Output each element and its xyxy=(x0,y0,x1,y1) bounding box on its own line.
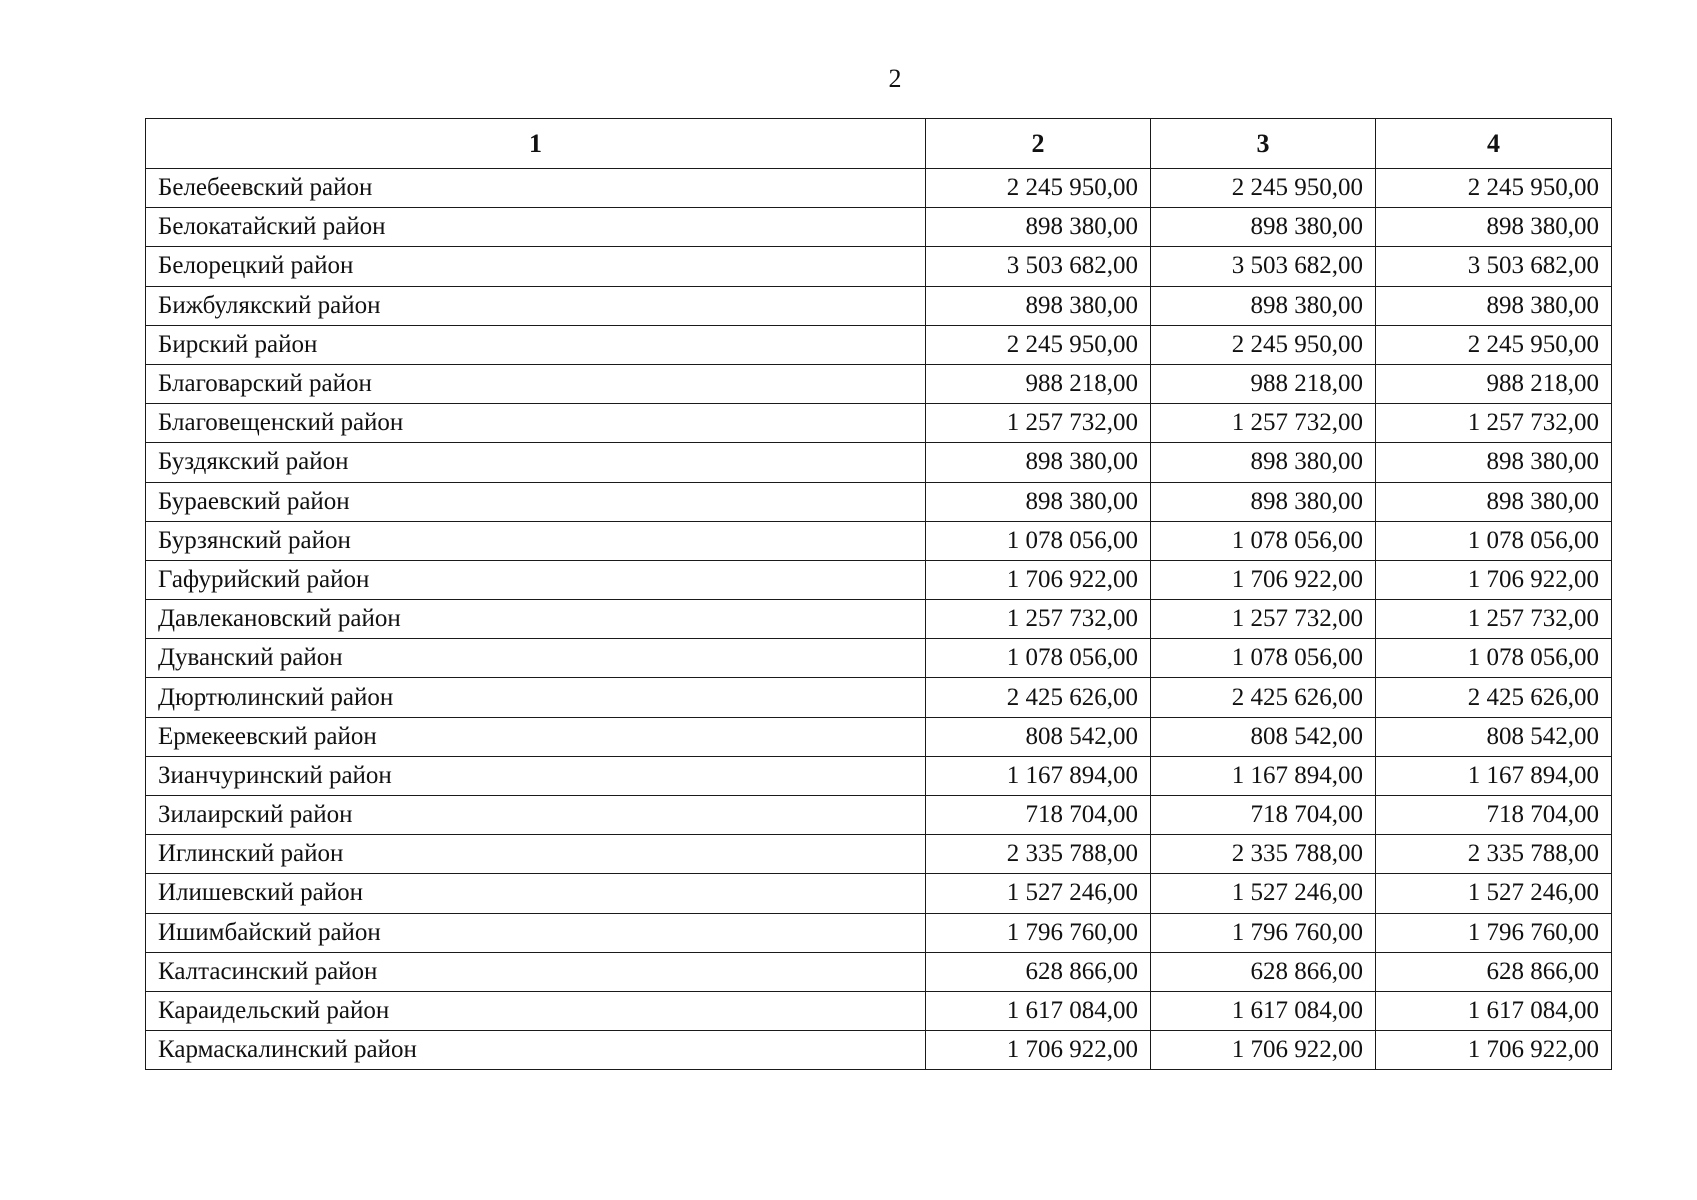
value-cell-col-2: 1 617 084,00 xyxy=(926,991,1151,1030)
value-cell-col-4: 1 257 732,00 xyxy=(1376,404,1612,443)
district-name-cell: Дюртюлинский район xyxy=(146,678,926,717)
value-cell-col-2: 2 245 950,00 xyxy=(926,169,1151,208)
table-row xyxy=(146,364,1612,403)
value-cell-col-3: 1 617 084,00 xyxy=(1151,991,1376,1030)
value-cell-col-3: 3 503 682,00 xyxy=(1151,247,1376,286)
district-name-cell: Ермекеевский район xyxy=(146,717,926,756)
value-cell-col-4: 2 245 950,00 xyxy=(1376,169,1612,208)
value-cell-col-4: 1 078 056,00 xyxy=(1376,639,1612,678)
table-row xyxy=(146,913,1612,952)
value-cell-col-3: 1 167 894,00 xyxy=(1151,756,1376,795)
district-name-cell: Белокатайский район xyxy=(146,208,926,247)
value-cell-col-2: 1 078 056,00 xyxy=(926,639,1151,678)
district-name-cell: Кармаскалинский район xyxy=(146,1031,926,1070)
page-number: 2 xyxy=(888,64,902,93)
value-cell-col-4: 898 380,00 xyxy=(1376,482,1612,521)
district-name-cell: Белорецкий район xyxy=(146,247,926,286)
value-cell-col-2: 3 503 682,00 xyxy=(926,247,1151,286)
district-name-cell: Калтасинский район xyxy=(146,952,926,991)
value-cell-col-2: 1 257 732,00 xyxy=(926,404,1151,443)
value-cell-col-4: 1 167 894,00 xyxy=(1376,756,1612,795)
value-cell-col-3: 1 257 732,00 xyxy=(1151,404,1376,443)
value-cell-col-4: 1 706 922,00 xyxy=(1376,560,1612,599)
value-cell-col-4: 2 425 626,00 xyxy=(1376,678,1612,717)
column-header-1: 1 xyxy=(146,119,926,169)
value-cell-col-3: 1 078 056,00 xyxy=(1151,521,1376,560)
district-name-cell: Караидельский район xyxy=(146,991,926,1030)
district-name-cell: Белебеевский район xyxy=(146,169,926,208)
table-row xyxy=(146,796,1612,835)
value-cell-col-2: 718 704,00 xyxy=(926,796,1151,835)
value-cell-col-2: 1 796 760,00 xyxy=(926,913,1151,952)
value-cell-col-4: 1 706 922,00 xyxy=(1376,1031,1612,1070)
table-body xyxy=(146,169,1612,1070)
column-header-3: 3 xyxy=(1151,119,1376,169)
value-cell-col-3: 808 542,00 xyxy=(1151,717,1376,756)
value-cell-col-3: 1 706 922,00 xyxy=(1151,560,1376,599)
table-row xyxy=(146,756,1612,795)
table-row xyxy=(146,208,1612,247)
value-cell-col-3: 898 380,00 xyxy=(1151,482,1376,521)
value-cell-col-4: 2 335 788,00 xyxy=(1376,835,1612,874)
value-cell-col-3: 1 706 922,00 xyxy=(1151,1031,1376,1070)
table-row xyxy=(146,1031,1612,1070)
value-cell-col-4: 898 380,00 xyxy=(1376,443,1612,482)
value-cell-col-3: 1 078 056,00 xyxy=(1151,639,1376,678)
value-cell-col-3: 1 527 246,00 xyxy=(1151,874,1376,913)
value-cell-col-3: 1 257 732,00 xyxy=(1151,600,1376,639)
value-cell-col-2: 898 380,00 xyxy=(926,443,1151,482)
value-cell-col-4: 2 245 950,00 xyxy=(1376,325,1612,364)
table-row xyxy=(146,443,1612,482)
district-name-cell: Давлекановский район xyxy=(146,600,926,639)
table-row xyxy=(146,639,1612,678)
value-cell-col-3: 718 704,00 xyxy=(1151,796,1376,835)
value-cell-col-2: 1 257 732,00 xyxy=(926,600,1151,639)
district-name-cell: Зианчуринский район xyxy=(146,756,926,795)
district-name-cell: Благоварский район xyxy=(146,364,926,403)
value-cell-col-3: 2 245 950,00 xyxy=(1151,325,1376,364)
table-row xyxy=(146,717,1612,756)
value-cell-col-4: 1 527 246,00 xyxy=(1376,874,1612,913)
table-row xyxy=(146,678,1612,717)
table-row xyxy=(146,482,1612,521)
column-header-4: 4 xyxy=(1376,119,1612,169)
table-row xyxy=(146,874,1612,913)
district-name-cell: Зилаирский район xyxy=(146,796,926,835)
table-row xyxy=(146,560,1612,599)
table-row xyxy=(146,325,1612,364)
district-name-cell: Иглинский район xyxy=(146,835,926,874)
value-cell-col-2: 898 380,00 xyxy=(926,482,1151,521)
table-row xyxy=(146,952,1612,991)
district-name-cell: Благовещенский район xyxy=(146,404,926,443)
value-cell-col-4: 3 503 682,00 xyxy=(1376,247,1612,286)
value-cell-col-4: 1 257 732,00 xyxy=(1376,600,1612,639)
table-row xyxy=(146,169,1612,208)
value-cell-col-3: 898 380,00 xyxy=(1151,443,1376,482)
value-cell-col-3: 1 796 760,00 xyxy=(1151,913,1376,952)
table-row xyxy=(146,600,1612,639)
value-cell-col-2: 1 167 894,00 xyxy=(926,756,1151,795)
value-cell-col-3: 898 380,00 xyxy=(1151,286,1376,325)
district-name-cell: Бижбулякский район xyxy=(146,286,926,325)
value-cell-col-2: 1 706 922,00 xyxy=(926,560,1151,599)
value-cell-col-2: 898 380,00 xyxy=(926,208,1151,247)
value-cell-col-2: 1 078 056,00 xyxy=(926,521,1151,560)
value-cell-col-3: 628 866,00 xyxy=(1151,952,1376,991)
value-cell-col-3: 2 335 788,00 xyxy=(1151,835,1376,874)
value-cell-col-4: 898 380,00 xyxy=(1376,208,1612,247)
value-cell-col-2: 1 527 246,00 xyxy=(926,874,1151,913)
header-row xyxy=(146,119,1612,169)
value-cell-col-4: 1 617 084,00 xyxy=(1376,991,1612,1030)
value-cell-col-2: 898 380,00 xyxy=(926,286,1151,325)
table-header xyxy=(146,119,1612,169)
value-cell-col-3: 898 380,00 xyxy=(1151,208,1376,247)
district-name-cell: Илишевский район xyxy=(146,874,926,913)
value-cell-col-4: 718 704,00 xyxy=(1376,796,1612,835)
value-cell-col-3: 988 218,00 xyxy=(1151,364,1376,403)
district-name-cell: Бирский район xyxy=(146,325,926,364)
value-cell-col-4: 898 380,00 xyxy=(1376,286,1612,325)
district-name-cell: Буздякский район xyxy=(146,443,926,482)
district-name-cell: Ишимбайский район xyxy=(146,913,926,952)
column-header-2: 2 xyxy=(926,119,1151,169)
district-name-cell: Бурзянский район xyxy=(146,521,926,560)
table-row xyxy=(146,247,1612,286)
table-row xyxy=(146,404,1612,443)
value-cell-col-2: 988 218,00 xyxy=(926,364,1151,403)
value-cell-col-4: 808 542,00 xyxy=(1376,717,1612,756)
value-cell-col-4: 1 796 760,00 xyxy=(1376,913,1612,952)
value-cell-col-2: 2 335 788,00 xyxy=(926,835,1151,874)
district-name-cell: Бураевский район xyxy=(146,482,926,521)
value-cell-col-3: 2 245 950,00 xyxy=(1151,169,1376,208)
data-table xyxy=(145,118,1612,1070)
value-cell-col-4: 988 218,00 xyxy=(1376,364,1612,403)
value-cell-col-2: 808 542,00 xyxy=(926,717,1151,756)
value-cell-col-4: 1 078 056,00 xyxy=(1376,521,1612,560)
value-cell-col-2: 2 245 950,00 xyxy=(926,325,1151,364)
value-cell-col-2: 2 425 626,00 xyxy=(926,678,1151,717)
value-cell-col-2: 628 866,00 xyxy=(926,952,1151,991)
district-name-cell: Дуванский район xyxy=(146,639,926,678)
district-name-cell: Гафурийский район xyxy=(146,560,926,599)
table-row xyxy=(146,286,1612,325)
table-row xyxy=(146,835,1612,874)
table-row xyxy=(146,521,1612,560)
value-cell-col-2: 1 706 922,00 xyxy=(926,1031,1151,1070)
value-cell-col-4: 628 866,00 xyxy=(1376,952,1612,991)
table-row xyxy=(146,991,1612,1030)
value-cell-col-3: 2 425 626,00 xyxy=(1151,678,1376,717)
